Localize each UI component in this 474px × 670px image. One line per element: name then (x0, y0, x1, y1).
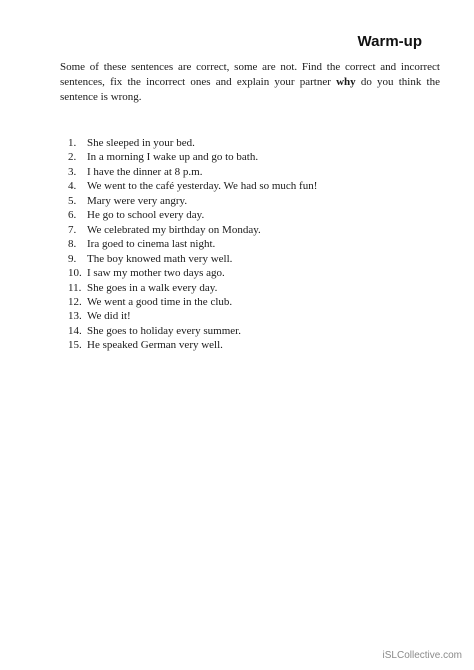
list-item-number: 15. (68, 339, 82, 352)
list-item (68, 179, 317, 193)
list-item (68, 194, 317, 208)
list-item (68, 150, 317, 164)
watermark: iSLCollective.com (382, 650, 462, 661)
list-item-text: He go to school every day. (87, 209, 205, 222)
instructions-text-start: Some of these sentences are correct, some are not. Find the correct and incorrect sentences, fix the incorrect ones and explain your partner (60, 61, 440, 88)
list-item-number: 9. (68, 252, 77, 265)
list-item-number: 11. (68, 281, 82, 294)
sentence-list (68, 136, 317, 353)
list-item (68, 223, 317, 237)
list-item-text: We went to the café yesterday. We had so much fun! (87, 180, 318, 193)
list-item (68, 338, 317, 352)
list-item (68, 208, 317, 222)
list-item-text: In a morning I wake up and go to bath. (87, 151, 259, 164)
list-item-text: Mary were very angry. (87, 194, 188, 207)
list-item-text: The boy knowed math very well. (87, 252, 233, 265)
list-item (68, 295, 317, 309)
list-item (68, 281, 317, 295)
list-item-number: 14. (68, 324, 82, 337)
list-item-text: He speaked German very well. (87, 339, 223, 352)
list-item-text: We celebrated my birthday on Monday. (87, 223, 261, 236)
list-item-text: We did it! (87, 310, 131, 323)
page-title: Warm-up (357, 33, 422, 50)
list-item (68, 252, 317, 266)
list-item (68, 266, 317, 280)
list-item-number: 8. (68, 238, 77, 251)
list-item-number: 4. (68, 180, 77, 193)
list-item (68, 324, 317, 338)
instructions (60, 60, 440, 105)
list-item-number: 13. (68, 310, 82, 323)
list-item-text: We went a good time in the club. (87, 295, 233, 308)
list-item-number: 5. (68, 194, 77, 207)
list-item-text: I have the dinner at 8 p.m. (87, 165, 203, 178)
list-item-text: She sleeped in your bed. (87, 137, 195, 149)
list-item-text: She goes in a walk every day. (87, 281, 218, 294)
list-item-text: Ira goed to cinema last night. (87, 238, 216, 251)
list-item (68, 237, 317, 251)
list-item-number: 3. (68, 165, 77, 178)
list-item (68, 136, 317, 150)
instructions-emphasis: why (336, 76, 356, 88)
list-item-text: I saw my mother two days ago. (87, 267, 225, 280)
list-item (68, 309, 317, 323)
list-item-number: 7. (68, 223, 77, 236)
list-item-text: She goes to holiday every summer. (87, 324, 241, 337)
list-item-number: 6. (68, 209, 77, 222)
list-item-number: 2. (68, 151, 77, 164)
list-item-number: 1. (68, 137, 77, 149)
list-item-number: 10. (68, 267, 82, 280)
instructions-text-end: do you think the sentence is wrong. (60, 76, 440, 103)
list-item-number: 12. (68, 295, 82, 308)
list-item (68, 165, 317, 179)
